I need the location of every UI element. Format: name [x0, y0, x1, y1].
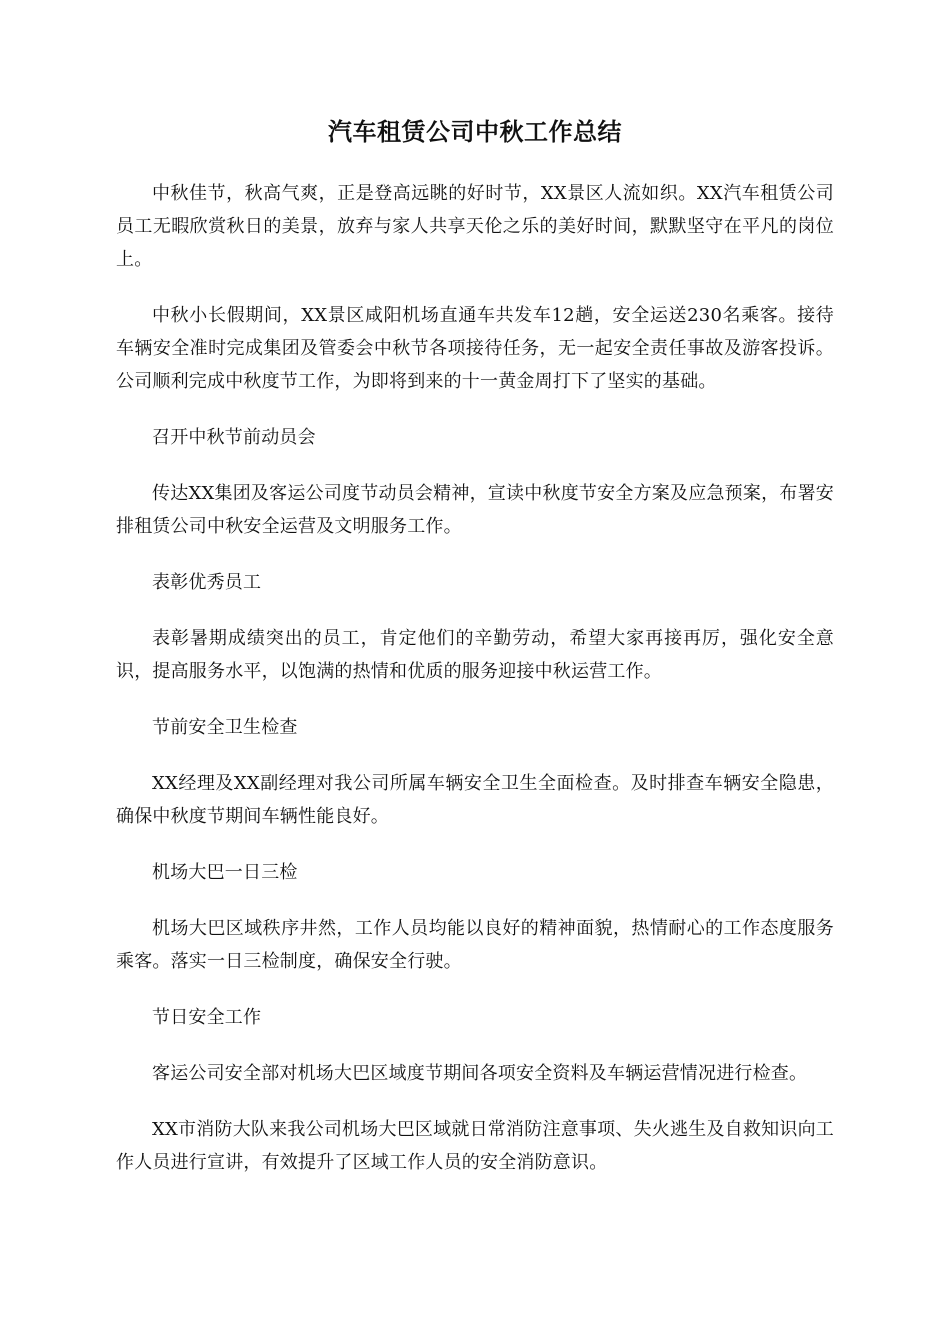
paragraph-inspection: XX经理及XX副经理对我公司所属车辆安全卫生全面检查。及时排查车辆安全隐患，确保中秋度节期间车辆性能良好。: [116, 773, 834, 827]
paragraph-airport-bus: 机场大巴区域秩序井然，工作人员均能以良好的精神面貌，热情耐心的工作态度服务乘客。落实一日三检制度，确保安全行驶。: [116, 918, 834, 972]
paragraph-intro: 中秋佳节，秋高气爽，正是登高远眺的好时节，XX景区人流如织。XX汽车租赁公司员工无暇欣赏秋日的美景，放弃与家人共享天伦之乐的美好时间，默默坚守在平凡的岗位上。: [116, 183, 834, 270]
section-heading-commendation: 表彰优秀员工: [152, 572, 262, 593]
document-title: 汽车租赁公司中秋工作总结: [328, 118, 622, 146]
paragraph-commendation: 表彰暑期成绩突出的员工，肯定他们的辛勤劳动，希望大家再接再厉，强化安全意识，提高服务水平，以饱满的热情和优质的服务迎接中秋运营工作。: [116, 628, 834, 682]
paragraph-holiday-summary: 中秋小长假期间，XX景区咸阳机场直通车共发车12趟，安全运送230名乘客。接待车辆安全准时完成集团及管委会中秋节各项接待任务，无一起安全责任事故及游客投诉。公司顺利完成中秋度节工作，为即将到来的十一黄金周打下了坚实的基础。: [116, 305, 834, 392]
section-heading-mobilization: 召开中秋节前动员会: [152, 427, 316, 448]
section-heading-inspection: 节前安全卫生检查: [152, 717, 298, 738]
paragraph-safety-check: 客运公司安全部对机场大巴区域度节期间各项安全资料及车辆运营情况进行检查。: [152, 1063, 808, 1084]
section-heading-holiday-safety: 节日安全工作: [152, 1007, 262, 1028]
paragraph-mobilization: 传达XX集团及客运公司度节动员会精神，宣读中秋度节安全方案及应急预案，布署安排租赁公司中秋安全运营及文明服务工作。: [116, 483, 834, 537]
document-body: [116, 177, 834, 1202]
paragraph-fire-safety: XX市消防大队来我公司机场大巴区域就日常消防注意事项、失火逃生及自救知识向工作人员进行宣讲，有效提升了区域工作人员的安全消防意识。: [116, 1119, 834, 1173]
section-heading-airport-bus: 机场大巴一日三检: [152, 862, 298, 883]
